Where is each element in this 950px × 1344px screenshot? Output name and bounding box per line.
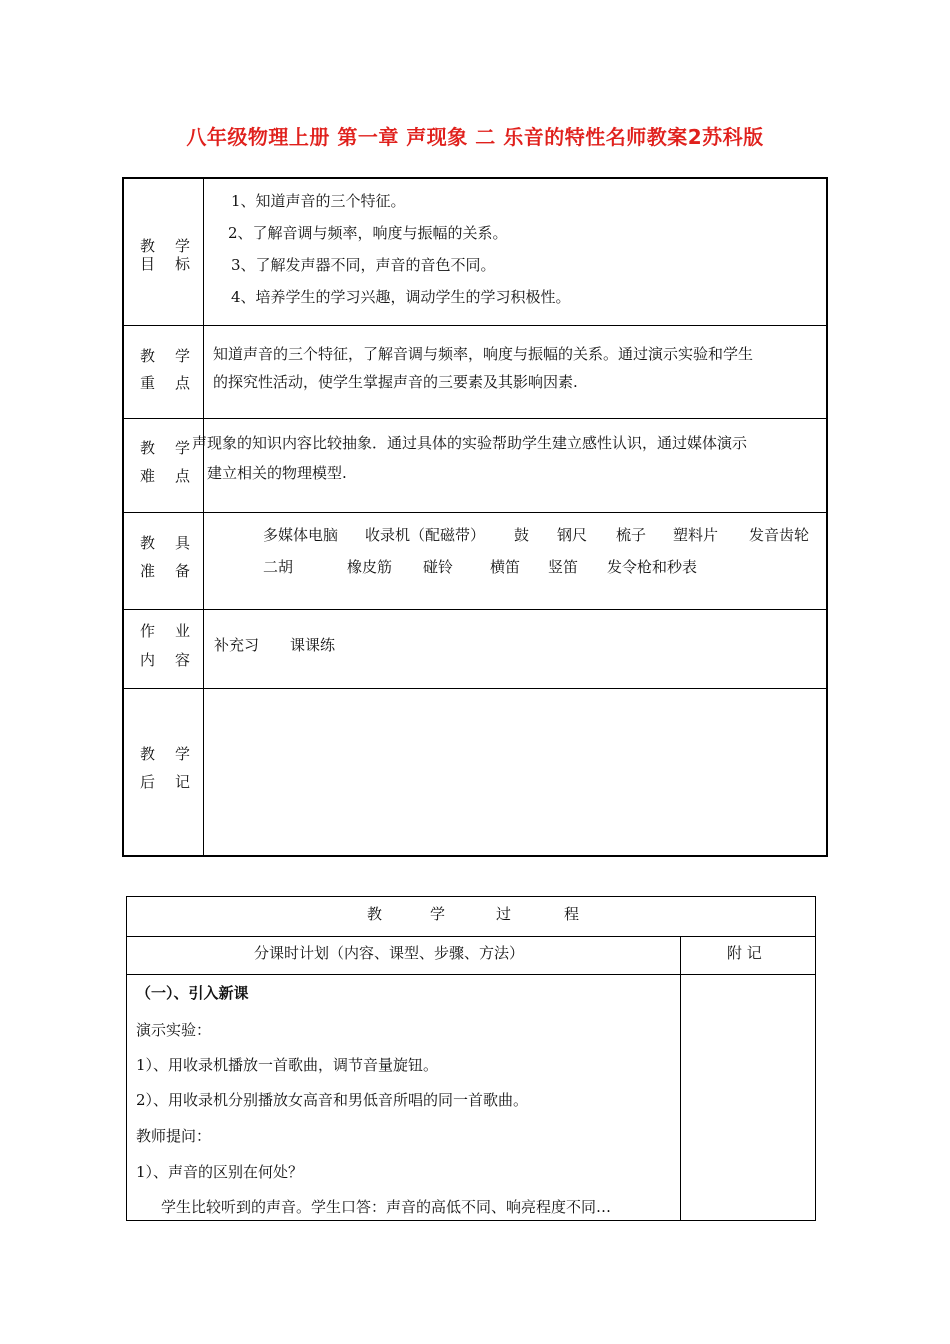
- label-char: 学: [174, 347, 190, 365]
- homework-row: [124, 610, 826, 689]
- label-char: 教: [140, 237, 156, 255]
- equipment-content: [205, 513, 826, 609]
- label-char: 教: [140, 745, 156, 763]
- difficulties-line: 声现象的知识内容比较抽象．通过具体的实验帮助学生建立感性认识，通过媒体演示: [192, 434, 748, 452]
- reflection-row: [124, 689, 826, 855]
- equipment-row: [124, 513, 826, 610]
- reflection-content: [205, 689, 826, 855]
- label-char: 标: [174, 255, 190, 273]
- process-header-char: 程: [564, 905, 580, 923]
- lesson-info-table: [122, 177, 828, 857]
- equipment-item: 鼓: [514, 526, 530, 544]
- objective-item: 1、知道声音的三个特征。: [231, 192, 406, 210]
- label-char: 学: [174, 745, 190, 763]
- objective-item: 2、了解音调与频率，响度与振幅的关系。: [228, 224, 508, 242]
- difficulties-line: 建立相关的物理模型.: [207, 464, 347, 482]
- label-char: 内: [140, 651, 156, 669]
- process-header-char: 过: [496, 905, 512, 923]
- note-column-header: 附 记: [727, 944, 762, 962]
- equipment-item: 发音齿轮: [749, 526, 810, 544]
- equipment-item: 发令枪和秒表: [607, 558, 698, 576]
- homework-item: 课课练: [290, 636, 336, 654]
- equipment-item: 碰铃: [423, 558, 454, 576]
- label-char: 教: [140, 347, 156, 365]
- label-char: 作: [140, 622, 156, 640]
- column-divider: [680, 937, 681, 1220]
- label-char: 具: [174, 534, 190, 552]
- equipment-item: 塑料片: [673, 526, 719, 544]
- label-char: 学: [174, 237, 190, 255]
- process-header-char: 学: [430, 905, 446, 923]
- label-char: 教: [140, 534, 156, 552]
- label-char: 后: [140, 773, 156, 791]
- label-char: 备: [174, 562, 190, 580]
- equipment-item: 钢尺: [557, 526, 588, 544]
- key-points-row: [124, 326, 826, 419]
- equipment-item: 梳子: [616, 526, 647, 544]
- equipment-item: 竖笛: [548, 558, 579, 576]
- equipment-item: 多媒体电脑: [263, 526, 339, 544]
- key-points-content: [205, 326, 826, 418]
- reflection-label: [124, 689, 204, 855]
- objectives-label: [124, 179, 204, 325]
- process-line: 演示实验：: [136, 1021, 212, 1039]
- homework-item: 补充习: [214, 636, 260, 654]
- process-line: 1）、声音的区别在何处？: [136, 1163, 304, 1181]
- objective-item: 3、了解发声器不同，声音的音色不同。: [231, 256, 496, 274]
- teaching-process-table: [126, 896, 816, 1221]
- key-points-line: 知道声音的三个特征，了解音调与频率，响度与振幅的关系。通过演示实验和学生: [213, 345, 754, 363]
- plan-column-header: 分课时计划（内容、课型、步骤、方法）: [254, 944, 525, 962]
- process-line: 学生比较听到的声音。学生口答：声音的高低不同、响亮程度不同…: [161, 1198, 612, 1216]
- key-points-line: 的探究性活动，使学生掌握声音的三要素及其影响因素.: [213, 373, 578, 391]
- equipment-item: 橡皮筋: [347, 558, 393, 576]
- label-char: 准: [140, 562, 156, 580]
- label-char: 记: [174, 773, 190, 791]
- label-char: 重: [140, 374, 156, 392]
- process-header-row: [127, 897, 815, 937]
- label-char: 业: [174, 622, 190, 640]
- process-column-row: [127, 937, 815, 975]
- process-line: 教师提问：: [136, 1127, 212, 1145]
- equipment-label: [124, 513, 204, 609]
- label-char: 目: [140, 255, 156, 273]
- process-line: 1）、用收录机播放一首歌曲，调节音量旋钮。: [136, 1056, 439, 1074]
- section-heading: （一）、引入新课: [136, 984, 249, 1002]
- objective-item: 4、培养学生的学习兴趣，调动学生的学习积极性。: [231, 288, 571, 306]
- equipment-item: 横笛: [490, 558, 521, 576]
- equipment-item: 收录机（配磁带）: [365, 526, 486, 544]
- process-header-char: 教: [367, 905, 383, 923]
- homework-label: [124, 610, 204, 688]
- equipment-item: 二胡: [263, 558, 294, 576]
- difficulties-row: [124, 419, 826, 513]
- process-line: 2）、用收录机分别播放女高音和男低音所唱的同一首歌曲。: [136, 1091, 529, 1109]
- label-char: 点: [174, 467, 190, 485]
- label-char: 学: [174, 439, 190, 457]
- label-char: 容: [174, 651, 190, 669]
- key-points-label: [124, 326, 204, 418]
- homework-content: [205, 610, 826, 688]
- document-title: 八年级物理上册 第一章 声现象 二 乐音的特性名师教案2苏科版: [186, 125, 764, 149]
- objectives-row: [124, 179, 826, 326]
- label-char: 教: [140, 439, 156, 457]
- label-char: 点: [174, 374, 190, 392]
- objectives-content: [205, 179, 826, 325]
- label-char: 难: [140, 467, 156, 485]
